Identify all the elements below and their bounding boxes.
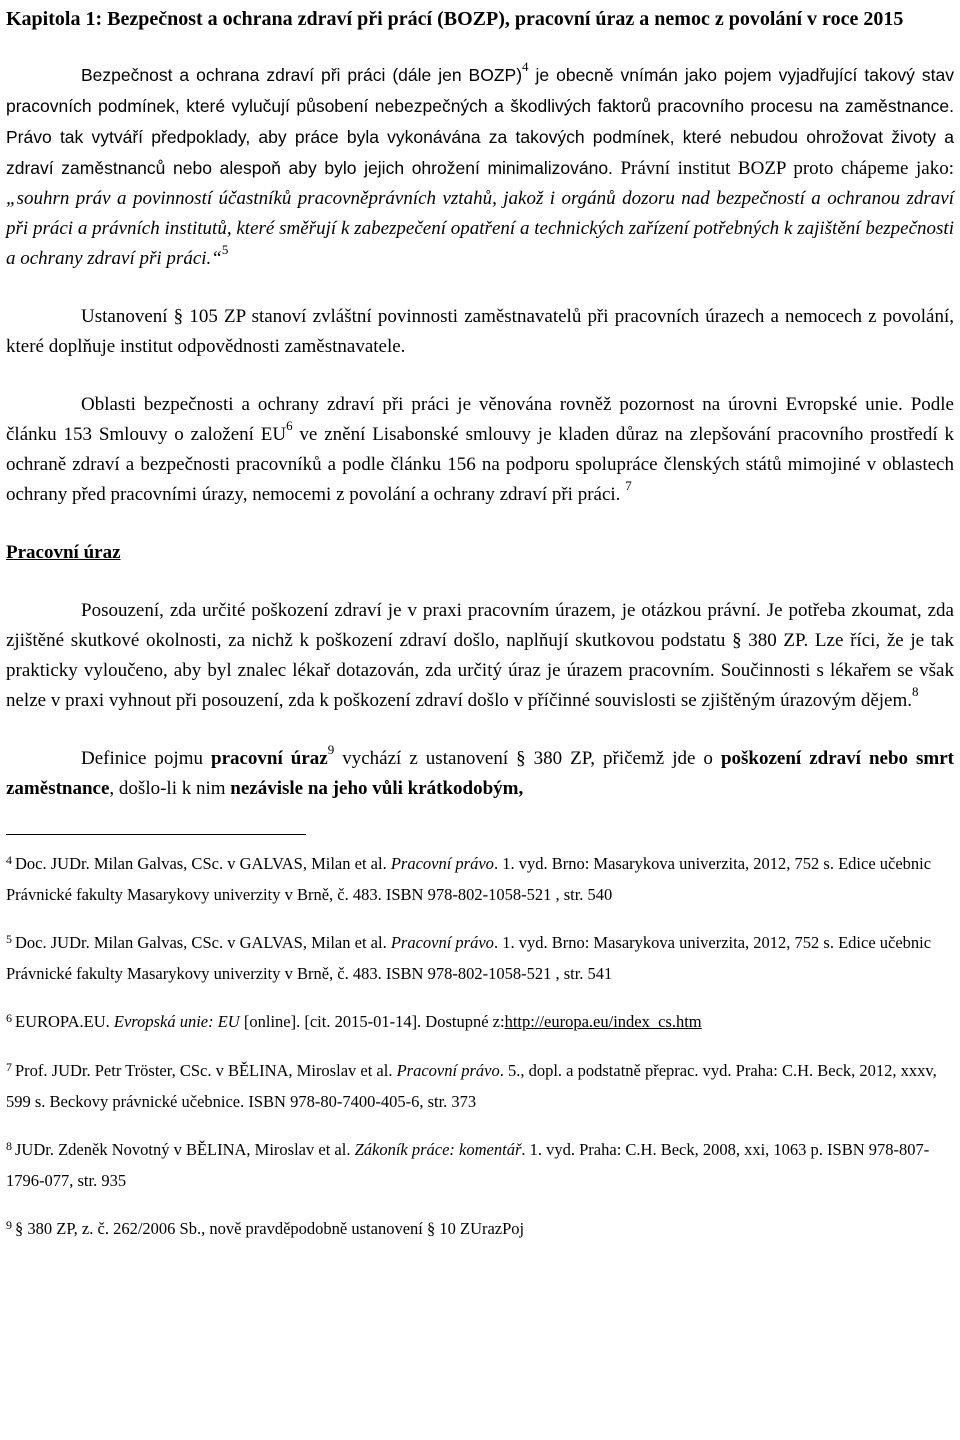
footnote xyxy=(6,1007,954,1038)
text-run: . 1. vyd. Praha: C.H. Beck, 2008, xxi, 1063 p. ISBN 978-807-1796-077, str. 935 xyxy=(6,1140,930,1190)
footnote-number: 5 xyxy=(6,932,12,946)
footnote-number: 9 xyxy=(6,1218,12,1232)
bold-text: nezávisle na jeho vůli krátkodobým, xyxy=(230,778,524,799)
italic-text: Evropská unie: EU xyxy=(113,1012,240,1031)
paragraph xyxy=(6,596,954,716)
italic-text: Zákoník práce: komentář xyxy=(354,1140,522,1159)
text-run: Bezpečnost a ochrana zdraví při práci (dále jen BOZP) xyxy=(81,65,523,85)
text-run: . 5., dopl. a podstatně přeprac. vyd. Praha: C.H. Beck, 2012, xxxv, 599 s. Beckovy právnické učebnice. ISBN 978-80-7400-405-6, str. 373 xyxy=(6,1061,937,1111)
footnote-number: 7 xyxy=(6,1060,12,1074)
footnote xyxy=(6,928,954,989)
text-run: EUROPA.EU. xyxy=(15,1012,114,1031)
text-run: , došlo-li k nim xyxy=(109,778,231,799)
footnote-ref: 9 xyxy=(327,741,335,757)
paragraph xyxy=(6,390,954,510)
footnote xyxy=(6,1135,954,1196)
footnote-number: 6 xyxy=(6,1011,12,1025)
section-heading: Pracovní úraz xyxy=(6,542,121,563)
footnotes xyxy=(6,849,954,1245)
text-run: JUDr. Zdeněk Novotný v BĚLINA, Miroslav et al. xyxy=(15,1140,355,1159)
text-run: Posouzení, zda určité poškození zdraví je v praxi pracovním úrazem, je otázkou právní. Je potřeba zkoumat, zda zjištěné skutkové okolnosti, za nichž k poškození zdraví došlo, naplňují skutkovou podstatu § 380 ZP. Lze říci, že je tak prakticky vyloučeno, aby byl znalec lékař dotazován, zda určitý úraz je úrazem pracovním. Součinnosti s lékařem se však nelze v praxi vyhnout při posouzení, zda k poškození zdraví došlo v příčinné souvislosti se zjištěným úrazovým dějem. xyxy=(6,600,954,711)
text-run: . 1. vyd. Brno: Masarykova univerzita, 2012, 752 s. Edice učebnic Právnické fakulty Masarykovy univerzity v Brně, č. 483. ISBN 978-802-1058-521 , str. 541 xyxy=(6,933,932,983)
footnote xyxy=(6,1214,954,1245)
paragraph xyxy=(6,60,954,274)
text-run: Definice pojmu xyxy=(81,748,211,769)
footnote xyxy=(6,849,954,910)
url-link[interactable]: http://europa.eu/index_cs.htm xyxy=(504,1012,702,1031)
body-section-1 xyxy=(6,60,954,510)
bold-text: poškození zdraví nebo smrt zaměstnance xyxy=(6,748,955,799)
text-run: Ustanovení § 105 ZP stanoví zvláštní povinnosti zaměstnavatelů při pracovních úrazech a nemocech z povolání, které doplňuje institut odpovědnosti zaměstnavatele. xyxy=(6,306,954,357)
text-run: vychází z ustanovení § 380 ZP, přičemž jde o xyxy=(334,748,721,769)
footnote-number: 4 xyxy=(6,853,12,867)
text-run: Doc. JUDr. Milan Galvas, CSc. v GALVAS, Milan et al. xyxy=(15,933,391,952)
text-run: Oblasti bezpečnosti a ochrany zdraví při práci je věnována rovněž pozornost na úrovni Evropské unie. Podle článku 153 Smlouvy o založení EU xyxy=(6,394,954,445)
paragraph xyxy=(6,302,954,362)
footnote-ref: 7 xyxy=(625,477,632,493)
text-run: [online]. [cit. 2015-01-14]. Dostupné z: xyxy=(239,1012,505,1031)
bold-text: pracovní úraz xyxy=(211,748,328,769)
text-run: Prof. JUDr. Petr Tröster, CSc. v BĚLINA, Miroslav et al. xyxy=(15,1061,397,1080)
footnote-separator xyxy=(6,834,306,835)
chapter-heading: Kapitola 1: Bezpečnost a ochrana zdraví při prácí (BOZP), pracovní úraz a nemoc z povolání v roce 2015 xyxy=(6,8,904,30)
text-run: . 1. vyd. Brno: Masarykova univerzita, 2012, 752 s. Edice učebnic Právnické fakulty Masarykovy univerzity v Brně, č. 483. ISBN 978-802-1058-521 , str. 540 xyxy=(6,854,932,904)
paragraph xyxy=(6,741,955,804)
text-run: § 380 ZP, z. č. 262/2006 Sb., nově pravděpodobně ustanovení § 10 ZUrazPoj xyxy=(15,1219,525,1238)
italic-text: Pracovní právo xyxy=(390,854,494,873)
footnote-ref: 4 xyxy=(522,58,529,74)
text-run: je obecně vnímán jako pojem vyjadřující takový stav pracovních podmínek, které vylučují působení nebezpečných a škodlivých faktorů pracovního procesu na zaměstnance. Právo tak vytváří předpoklady, aby práce byla vykonávána za takových podmínek, které nebudou ohrožovat životy a zdraví zaměstnanců nebo alespoň aby bylo jejich ohrožení minimalizováno. xyxy=(6,65,954,178)
italic-text: Pracovní právo xyxy=(390,933,494,952)
footnote-ref: 8 xyxy=(912,683,919,699)
footnote xyxy=(6,1056,954,1117)
body-section-2 xyxy=(6,596,954,804)
footnote-number: 8 xyxy=(6,1139,12,1153)
italic-text: Pracovní právo xyxy=(396,1061,500,1080)
footnote-ref: 5 xyxy=(221,241,229,257)
text-run: Doc. JUDr. Milan Galvas, CSc. v GALVAS, Milan et al. xyxy=(15,854,391,873)
text-run: Právní institut BOZP proto chápeme jako: xyxy=(612,158,954,179)
text-run: ve znění Lisabonské smlouvy je kladen důraz na zlepšování pracovního prostředí k ochraně zdraví a bezpečnosti pracovníků a podle článku 156 na podporu spolupráce členských států mimojiné v oblastech ochrany před pracovními úrazy, nemocemi z povolání a ochrany zdraví při práci. xyxy=(6,424,954,505)
italic-text: „souhrn práv a povinností účastníků pracovněprávních vztahů, jakož i orgánů dozoru nad bezpečností a ochranou zdraví při práci a právních institutů, které směřují k zabezpečení opatření a technických zařízení potřebných k zajištění bezpečnosti a ochrany zdraví při práci.“ xyxy=(6,188,954,269)
footnote-ref: 6 xyxy=(286,417,293,433)
